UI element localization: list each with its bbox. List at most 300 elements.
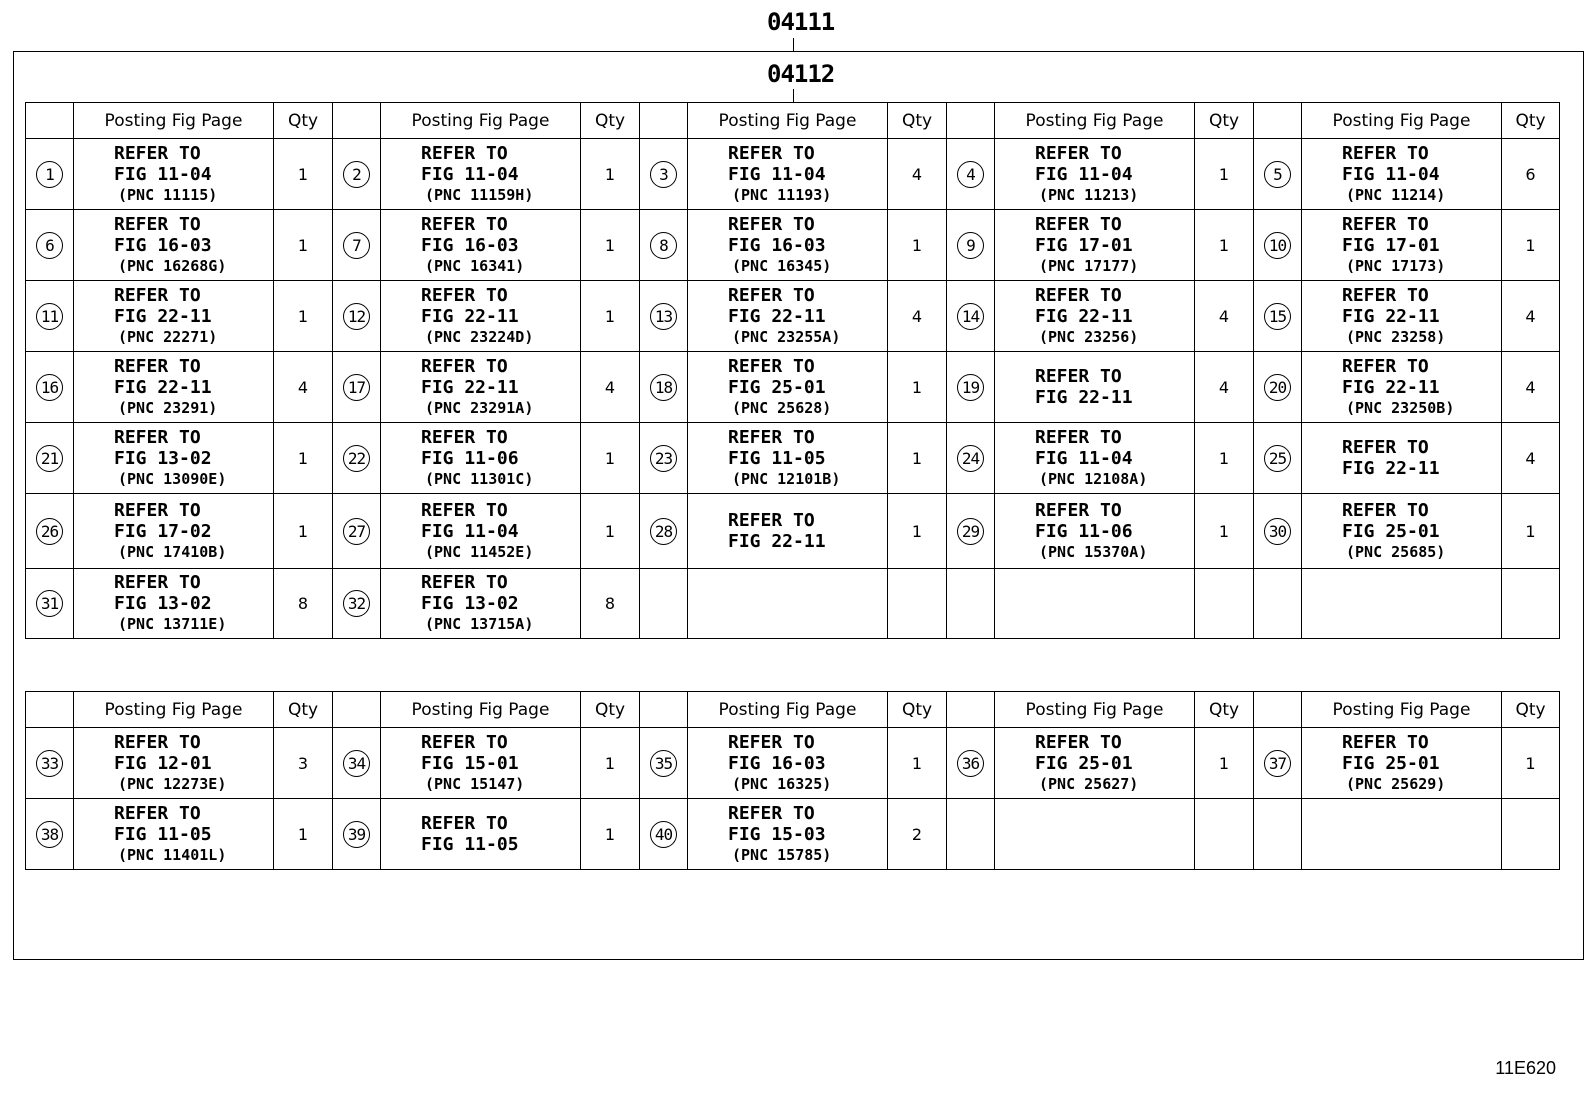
index-cell	[640, 569, 688, 639]
pnc-reference: (PNC 11193)	[732, 185, 832, 204]
refer-to-text: REFER TO	[728, 213, 815, 235]
fig-reference: FIG 22-11	[1342, 305, 1440, 327]
header-index-cell	[26, 692, 74, 728]
item-number-badge: 3	[650, 161, 677, 188]
qty-cell: 1	[1502, 494, 1560, 569]
refer-to-text: REFER TO	[728, 510, 815, 531]
refer-to-text: REFER TO	[1035, 284, 1122, 306]
fig-reference: FIG 11-05	[728, 447, 826, 469]
index-cell	[640, 139, 688, 210]
qty-cell: 1	[274, 281, 333, 352]
pnc-reference: (PNC 25628)	[732, 398, 832, 417]
index-cell	[947, 210, 995, 281]
fig-reference: FIG 16-03	[114, 234, 212, 256]
refer-to-text: REFER TO	[114, 426, 201, 448]
index-cell	[1254, 210, 1302, 281]
index-cell	[26, 494, 74, 569]
fig-reference: FIG 11-04	[1342, 163, 1440, 185]
pnc-reference: (PNC 11452E)	[425, 542, 534, 561]
header-qty: Qty	[888, 103, 947, 139]
index-cell	[947, 352, 995, 423]
item-number-badge: 26	[36, 518, 63, 545]
header-index-cell	[947, 692, 995, 728]
item-number-badge: 24	[957, 445, 984, 472]
header-index-cell	[26, 103, 74, 139]
posting-cell	[995, 139, 1195, 210]
fig-reference: FIG 11-04	[728, 163, 826, 185]
inner-label-leader	[793, 89, 794, 103]
fig-reference: FIG 25-01	[728, 376, 826, 398]
posting-cell	[381, 569, 581, 639]
header-qty: Qty	[1195, 692, 1254, 728]
refer-to-text: REFER TO	[114, 802, 201, 824]
qty-cell	[1502, 569, 1560, 639]
qty-cell: 8	[274, 569, 333, 639]
refer-to-text: REFER TO	[1342, 499, 1429, 521]
refer-to-text: REFER TO	[728, 731, 815, 753]
header-index-cell	[640, 692, 688, 728]
item-number-badge: 9	[957, 232, 984, 259]
pnc-reference: (PNC 16341)	[425, 256, 525, 275]
refer-to-text: REFER TO	[1035, 213, 1122, 235]
fig-reference: FIG 22-11	[728, 305, 826, 327]
item-number-badge: 32	[343, 590, 370, 617]
item-number-badge: 23	[650, 445, 677, 472]
refer-to-text: REFER TO	[1342, 213, 1429, 235]
item-number-badge: 31	[36, 590, 63, 617]
pnc-reference: (PNC 23291)	[118, 398, 218, 417]
posting-cell	[74, 139, 274, 210]
posting-cell	[74, 494, 274, 569]
qty-cell: 1	[581, 728, 640, 799]
qty-cell: 2	[888, 799, 947, 870]
posting-cell	[688, 210, 888, 281]
posting-cell	[1302, 728, 1502, 799]
refer-to-text: REFER TO	[421, 813, 508, 834]
item-number-badge: 2	[343, 161, 370, 188]
item-number-badge: 17	[343, 374, 370, 401]
item-number-badge: 38	[36, 821, 63, 848]
pnc-reference: (PNC 12273E)	[118, 774, 227, 793]
item-number-badge: 8	[650, 232, 677, 259]
index-cell	[1254, 569, 1302, 639]
pnc-reference: (PNC 25629)	[1346, 774, 1446, 793]
item-number-badge: 21	[36, 445, 63, 472]
index-cell	[640, 210, 688, 281]
fig-reference: FIG 13-02	[114, 447, 212, 469]
refer-to-text: REFER TO	[421, 499, 508, 521]
fig-reference: FIG 16-03	[728, 234, 826, 256]
pnc-reference: (PNC 23224D)	[425, 327, 534, 346]
fig-reference: FIG 25-01	[1342, 520, 1440, 542]
pnc-reference: (PNC 16345)	[732, 256, 832, 275]
fig-reference: FIG 13-02	[114, 593, 212, 614]
pnc-reference: (PNC 11301C)	[425, 469, 534, 488]
header-qty: Qty	[274, 103, 333, 139]
posting-cell	[688, 423, 888, 494]
header-posting-fig-page: Posting Fig Page	[74, 103, 274, 139]
index-cell	[1254, 799, 1302, 870]
refer-to-text: REFER TO	[1035, 731, 1122, 753]
item-number-badge: 7	[343, 232, 370, 259]
qty-cell: 1	[1502, 210, 1560, 281]
refer-to-text: REFER TO	[1342, 437, 1429, 458]
item-number-badge: 33	[36, 750, 63, 777]
header-posting-fig-page: Posting Fig Page	[1302, 103, 1502, 139]
qty-cell: 4	[1502, 352, 1560, 423]
qty-cell: 1	[581, 423, 640, 494]
qty-cell: 1	[888, 728, 947, 799]
posting-cell	[995, 210, 1195, 281]
fig-reference: FIG 11-04	[1035, 447, 1133, 469]
refer-to-text: REFER TO	[728, 802, 815, 824]
refer-to-text: REFER TO	[114, 572, 201, 593]
index-cell	[333, 569, 381, 639]
refer-to-text: REFER TO	[114, 499, 201, 521]
qty-cell: 1	[1195, 494, 1254, 569]
index-cell	[333, 423, 381, 494]
header-index-cell	[947, 103, 995, 139]
index-cell	[640, 352, 688, 423]
posting-cell	[1302, 139, 1502, 210]
refer-to-text: REFER TO	[1342, 731, 1429, 753]
posting-cell	[74, 281, 274, 352]
pnc-reference: (PNC 13711E)	[118, 615, 227, 633]
refer-to-text: REFER TO	[1035, 499, 1122, 521]
qty-cell	[1502, 799, 1560, 870]
pnc-reference: (PNC 17173)	[1346, 256, 1446, 275]
pnc-reference: (PNC 13090E)	[118, 469, 227, 488]
header-posting-fig-page: Posting Fig Page	[995, 103, 1195, 139]
fig-reference: FIG 11-05	[421, 834, 519, 855]
qty-cell	[1195, 799, 1254, 870]
header-posting-fig-page: Posting Fig Page	[688, 103, 888, 139]
pnc-reference: (PNC 17177)	[1039, 256, 1139, 275]
fig-reference: FIG 15-01	[421, 752, 519, 774]
fig-reference: FIG 22-11	[1342, 458, 1440, 479]
header-posting-fig-page: Posting Fig Page	[995, 692, 1195, 728]
posting-cell	[688, 139, 888, 210]
index-cell	[1254, 423, 1302, 494]
fig-reference: FIG 11-06	[421, 447, 519, 469]
refer-to-text: REFER TO	[728, 426, 815, 448]
posting-cell	[1302, 210, 1502, 281]
header-index-cell	[640, 103, 688, 139]
fig-reference: FIG 13-02	[421, 593, 519, 614]
qty-cell: 1	[581, 799, 640, 870]
pnc-reference: (PNC 23291A)	[425, 398, 534, 417]
pnc-reference: (PNC 11401L)	[118, 845, 227, 864]
pnc-reference: (PNC 15147)	[425, 774, 525, 793]
posting-cell	[688, 728, 888, 799]
qty-cell	[1195, 569, 1254, 639]
index-cell	[1254, 728, 1302, 799]
index-cell	[26, 423, 74, 494]
item-number-badge: 28	[650, 518, 677, 545]
posting-cell	[688, 569, 888, 639]
posting-cell	[1302, 352, 1502, 423]
header-posting-fig-page: Posting Fig Page	[1302, 692, 1502, 728]
refer-to-text: REFER TO	[1035, 142, 1122, 164]
item-number-badge: 12	[343, 303, 370, 330]
item-number-badge: 30	[1264, 518, 1291, 545]
refer-to-text: REFER TO	[114, 142, 201, 164]
header-qty: Qty	[581, 692, 640, 728]
qty-cell: 1	[888, 352, 947, 423]
qty-cell: 1	[581, 210, 640, 281]
qty-cell: 6	[1502, 139, 1560, 210]
qty-cell: 4	[1195, 352, 1254, 423]
qty-cell: 4	[581, 352, 640, 423]
index-cell	[947, 139, 995, 210]
pnc-reference: (PNC 15370A)	[1039, 542, 1148, 561]
figure-code: 11E620	[1495, 1058, 1556, 1078]
header-qty: Qty	[888, 692, 947, 728]
item-number-badge: 6	[36, 232, 63, 259]
item-number-badge: 13	[650, 303, 677, 330]
pnc-reference: (PNC 16325)	[732, 774, 832, 793]
qty-cell: 4	[1195, 281, 1254, 352]
index-cell	[333, 728, 381, 799]
item-number-badge: 36	[957, 750, 984, 777]
item-number-badge: 27	[343, 518, 370, 545]
refer-to-text: REFER TO	[421, 572, 508, 593]
index-cell	[947, 281, 995, 352]
index-cell	[26, 799, 74, 870]
refer-to-text: REFER TO	[421, 213, 508, 235]
posting-cell	[74, 728, 274, 799]
fig-reference: FIG 11-04	[114, 163, 212, 185]
fig-reference: FIG 22-11	[421, 305, 519, 327]
header-posting-fig-page: Posting Fig Page	[381, 692, 581, 728]
qty-cell: 1	[888, 494, 947, 569]
fig-reference: FIG 22-11	[728, 531, 826, 552]
fig-reference: FIG 17-01	[1342, 234, 1440, 256]
index-cell	[947, 494, 995, 569]
index-cell	[640, 423, 688, 494]
refer-to-text: REFER TO	[1342, 284, 1429, 306]
fig-reference: FIG 11-05	[114, 823, 212, 845]
fig-reference: FIG 22-11	[114, 305, 212, 327]
index-cell	[640, 281, 688, 352]
qty-cell: 3	[274, 728, 333, 799]
item-number-badge: 1	[36, 161, 63, 188]
qty-cell: 4	[1502, 423, 1560, 494]
fig-reference: FIG 25-01	[1035, 752, 1133, 774]
index-cell	[947, 799, 995, 870]
posting-cell	[381, 799, 581, 870]
fig-reference: FIG 22-11	[114, 376, 212, 398]
pnc-reference: (PNC 22271)	[118, 327, 218, 346]
item-number-badge: 37	[1264, 750, 1291, 777]
pnc-reference: (PNC 15785)	[732, 845, 832, 864]
item-number-badge: 39	[343, 821, 370, 848]
item-number-badge: 18	[650, 374, 677, 401]
header-qty: Qty	[1502, 103, 1560, 139]
refer-to-text: REFER TO	[421, 355, 508, 377]
fig-reference: FIG 11-06	[1035, 520, 1133, 542]
index-cell	[26, 728, 74, 799]
posting-cell	[995, 569, 1195, 639]
qty-cell: 1	[274, 139, 333, 210]
fig-reference: FIG 11-04	[421, 163, 519, 185]
header-posting-fig-page: Posting Fig Page	[688, 692, 888, 728]
posting-cell	[688, 494, 888, 569]
index-cell	[947, 423, 995, 494]
item-number-badge: 25	[1264, 445, 1291, 472]
qty-cell: 4	[274, 352, 333, 423]
posting-cell	[995, 423, 1195, 494]
index-cell	[333, 139, 381, 210]
fig-reference: FIG 17-01	[1035, 234, 1133, 256]
item-number-badge: 19	[957, 374, 984, 401]
fig-reference: FIG 12-01	[114, 752, 212, 774]
index-cell	[333, 281, 381, 352]
item-number-badge: 14	[957, 303, 984, 330]
qty-cell: 1	[1502, 728, 1560, 799]
posting-cell	[995, 728, 1195, 799]
qty-cell: 4	[1502, 281, 1560, 352]
posting-cell	[381, 423, 581, 494]
posting-cell	[381, 728, 581, 799]
inner-group-label: 04112	[767, 60, 835, 88]
fig-reference: FIG 22-11	[1035, 387, 1133, 408]
item-number-badge: 29	[957, 518, 984, 545]
header-posting-fig-page: Posting Fig Page	[74, 692, 274, 728]
item-number-badge: 5	[1264, 161, 1291, 188]
pnc-reference: (PNC 11214)	[1346, 185, 1446, 204]
index-cell	[1254, 494, 1302, 569]
posting-cell	[995, 352, 1195, 423]
index-cell	[640, 728, 688, 799]
qty-cell: 1	[581, 139, 640, 210]
refer-to-text: REFER TO	[421, 426, 508, 448]
outer-group-label: 04111	[767, 8, 835, 36]
index-cell	[333, 799, 381, 870]
pnc-reference: (PNC 23250B)	[1346, 398, 1455, 417]
fig-reference: FIG 16-03	[421, 234, 519, 256]
qty-cell	[888, 569, 947, 639]
posting-cell	[74, 210, 274, 281]
qty-cell: 1	[888, 423, 947, 494]
pnc-reference: (PNC 23255A)	[732, 327, 841, 346]
posting-cell	[995, 281, 1195, 352]
posting-cell	[1302, 423, 1502, 494]
index-cell	[26, 139, 74, 210]
posting-cell	[381, 352, 581, 423]
index-cell	[333, 494, 381, 569]
qty-cell: 1	[581, 494, 640, 569]
header-index-cell	[333, 692, 381, 728]
item-number-badge: 4	[957, 161, 984, 188]
item-number-badge: 20	[1264, 374, 1291, 401]
pnc-reference: (PNC 11115)	[118, 185, 218, 204]
fig-reference: FIG 17-02	[114, 520, 212, 542]
header-qty: Qty	[581, 103, 640, 139]
index-cell	[26, 281, 74, 352]
refer-to-text: REFER TO	[421, 284, 508, 306]
refer-to-text: REFER TO	[1035, 366, 1122, 387]
index-cell	[640, 494, 688, 569]
posting-cell	[381, 210, 581, 281]
refer-to-text: REFER TO	[728, 284, 815, 306]
posting-cell	[995, 494, 1195, 569]
fig-reference: FIG 22-11	[421, 376, 519, 398]
index-cell	[333, 352, 381, 423]
refer-to-text: REFER TO	[1342, 142, 1429, 164]
index-cell	[1254, 281, 1302, 352]
pnc-reference: (PNC 11159H)	[425, 185, 534, 204]
fig-reference: FIG 15-03	[728, 823, 826, 845]
qty-cell: 1	[274, 799, 333, 870]
refer-to-text: REFER TO	[421, 731, 508, 753]
refer-to-text: REFER TO	[114, 731, 201, 753]
posting-cell	[688, 281, 888, 352]
fig-reference: FIG 22-11	[1342, 376, 1440, 398]
index-cell	[1254, 139, 1302, 210]
qty-cell: 1	[274, 494, 333, 569]
header-index-cell	[1254, 692, 1302, 728]
parts-table-2	[25, 691, 1560, 870]
header-index-cell	[333, 103, 381, 139]
fig-reference: FIG 16-03	[728, 752, 826, 774]
qty-cell: 1	[1195, 139, 1254, 210]
posting-cell	[381, 494, 581, 569]
qty-cell: 1	[888, 210, 947, 281]
header-index-cell	[1254, 103, 1302, 139]
qty-cell: 1	[1195, 728, 1254, 799]
qty-cell: 1	[274, 423, 333, 494]
refer-to-text: REFER TO	[114, 284, 201, 306]
posting-cell	[1302, 281, 1502, 352]
index-cell	[947, 728, 995, 799]
refer-to-text: REFER TO	[1342, 355, 1429, 377]
item-number-badge: 16	[36, 374, 63, 401]
refer-to-text: REFER TO	[1035, 426, 1122, 448]
refer-to-text: REFER TO	[421, 142, 508, 164]
index-cell	[26, 352, 74, 423]
header-qty: Qty	[274, 692, 333, 728]
item-number-badge: 11	[36, 303, 63, 330]
posting-cell	[688, 352, 888, 423]
posting-cell	[74, 352, 274, 423]
item-number-badge: 34	[343, 750, 370, 777]
refer-to-text: REFER TO	[728, 355, 815, 377]
item-number-badge: 35	[650, 750, 677, 777]
index-cell	[26, 569, 74, 639]
qty-cell: 4	[888, 281, 947, 352]
refer-to-text: REFER TO	[114, 213, 201, 235]
qty-cell: 8	[581, 569, 640, 639]
posting-cell	[381, 281, 581, 352]
qty-cell: 1	[274, 210, 333, 281]
qty-cell: 1	[1195, 210, 1254, 281]
posting-cell	[381, 139, 581, 210]
posting-cell	[995, 799, 1195, 870]
posting-cell	[74, 569, 274, 639]
parts-table-1	[25, 102, 1560, 639]
qty-cell: 1	[581, 281, 640, 352]
header-qty: Qty	[1195, 103, 1254, 139]
pnc-reference: (PNC 25627)	[1039, 774, 1139, 793]
posting-cell	[1302, 494, 1502, 569]
item-number-badge: 10	[1264, 232, 1291, 259]
index-cell	[640, 799, 688, 870]
outer-label-leader	[793, 38, 794, 51]
index-cell	[1254, 352, 1302, 423]
item-number-badge: 40	[650, 821, 677, 848]
item-number-badge: 15	[1264, 303, 1291, 330]
